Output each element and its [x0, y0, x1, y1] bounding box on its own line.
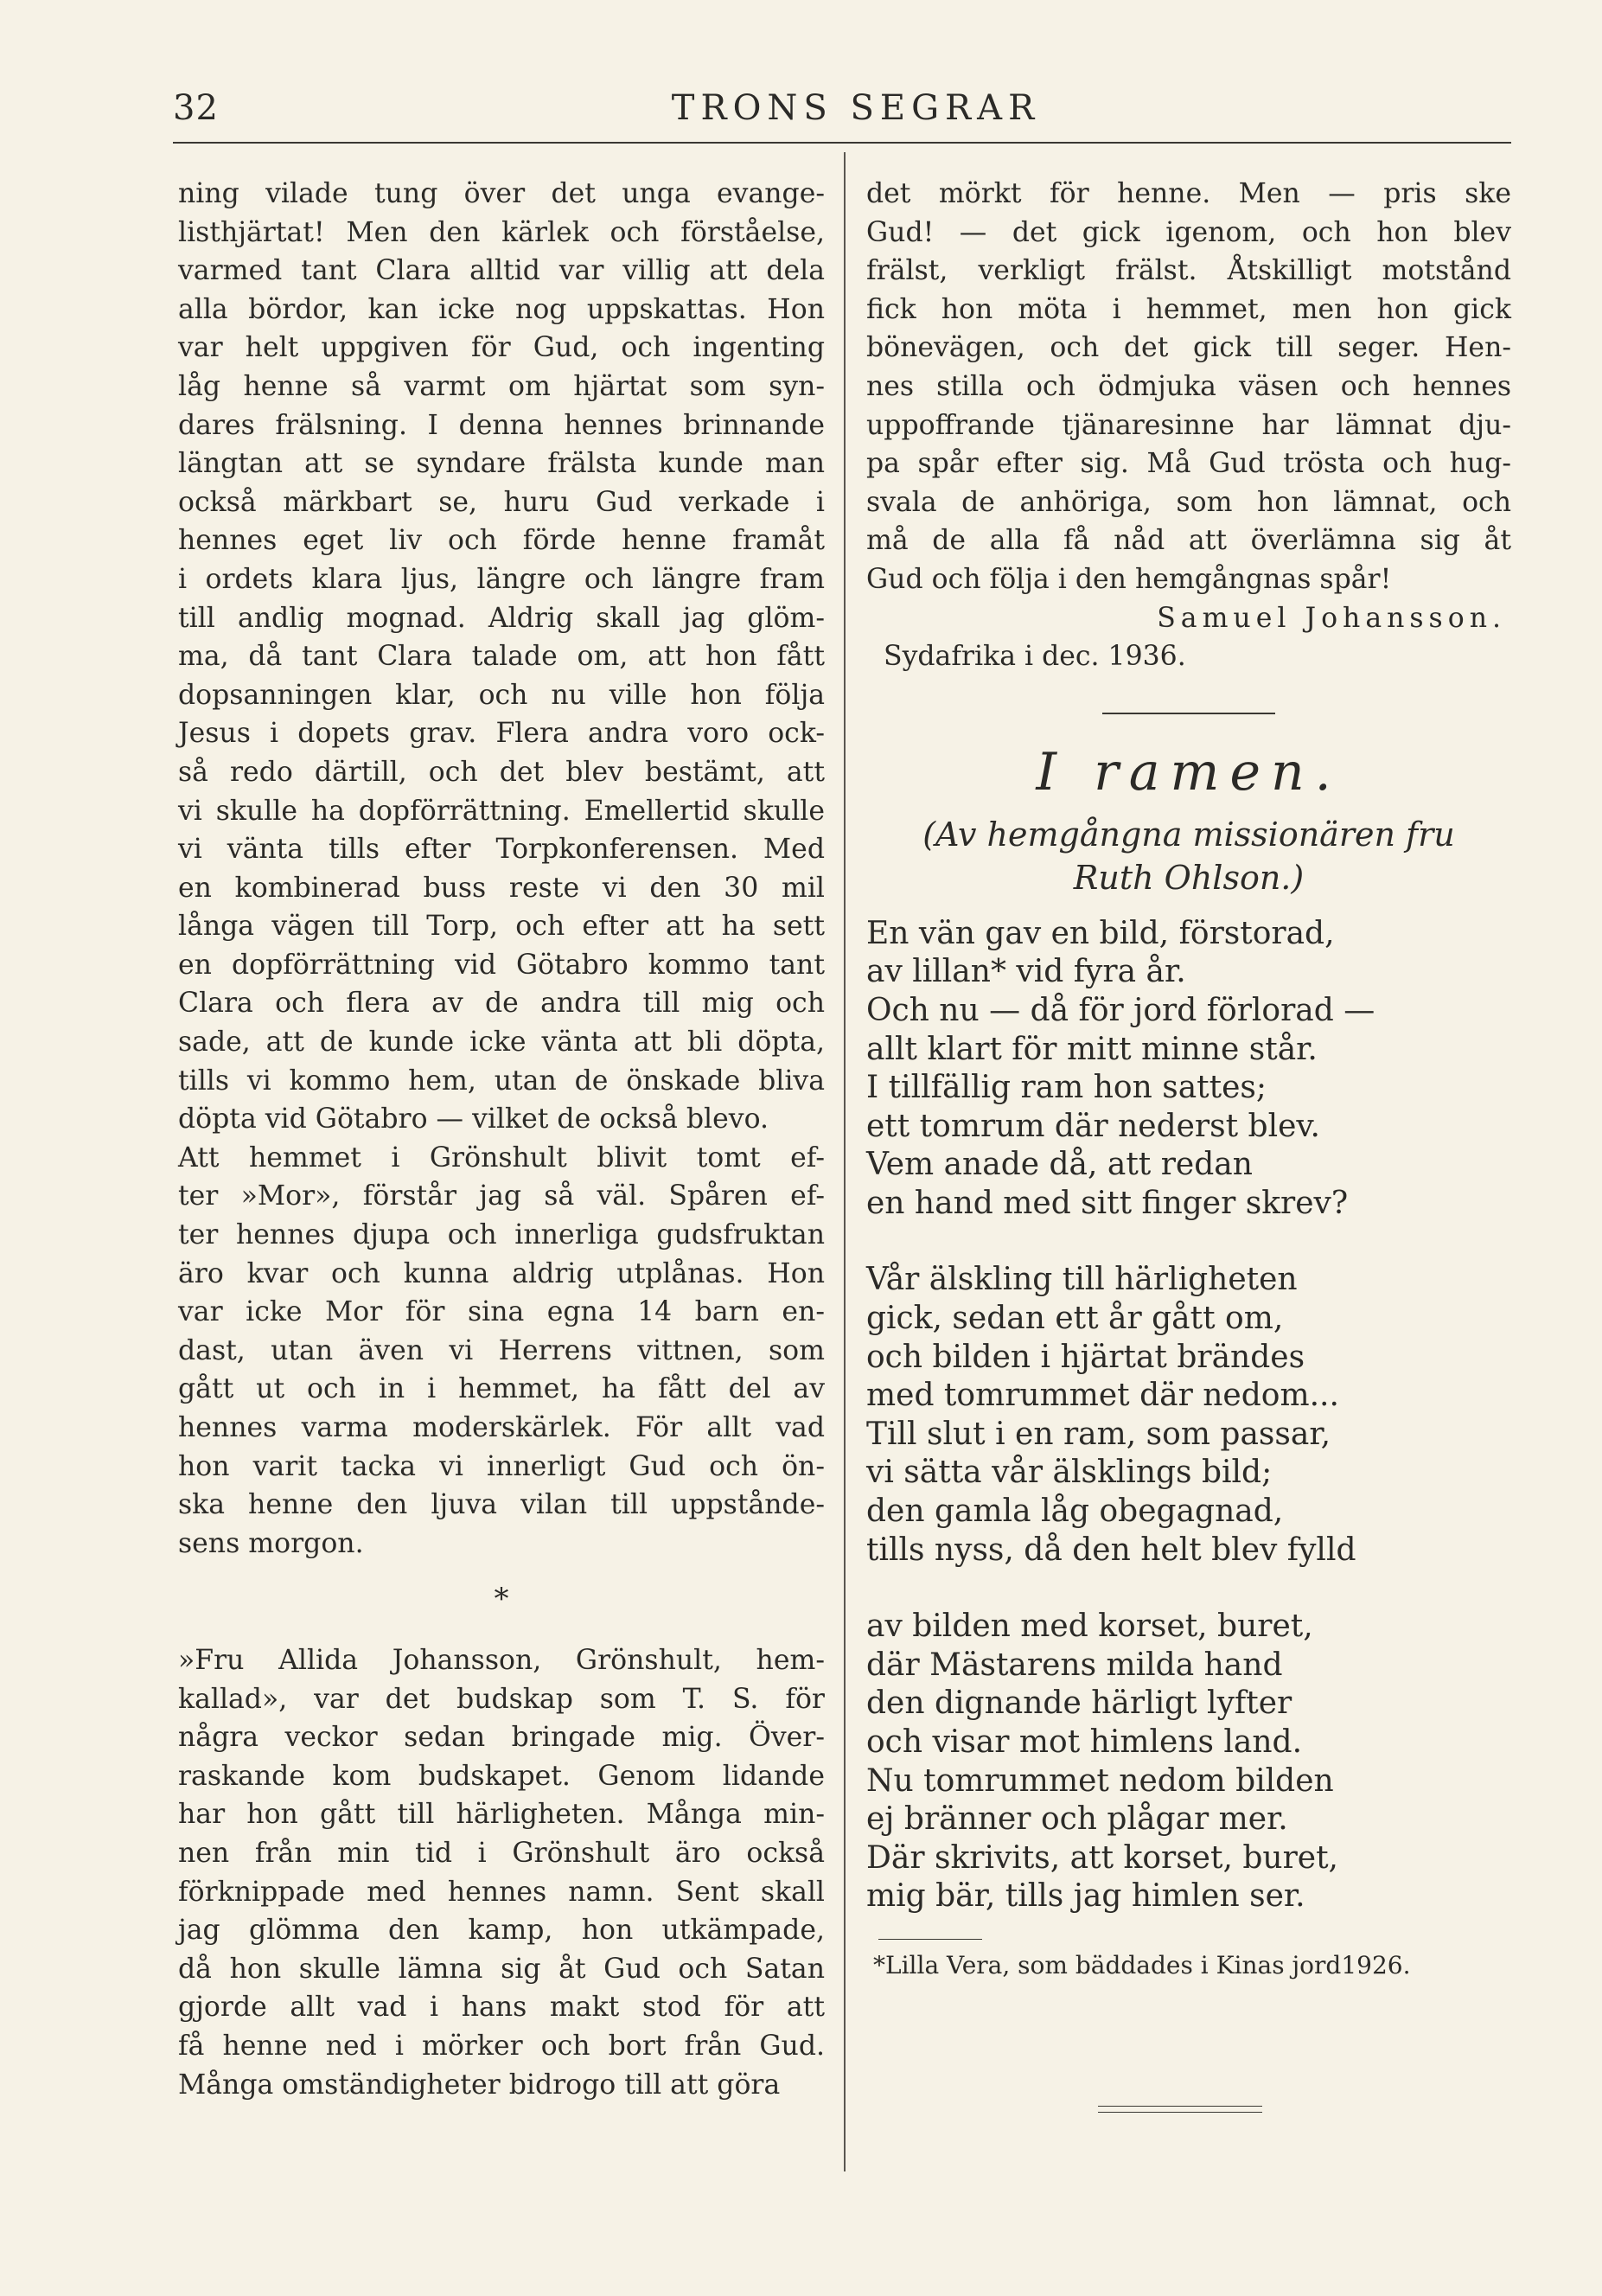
- poem-verse: den gamla låg obegagnad,: [866, 1493, 1284, 1530]
- text-line: i ordets klara ljus, längre och längre fram: [178, 563, 825, 595]
- text-line: varmed tant Clara alltid var villig att dela: [178, 255, 825, 287]
- text-line: ska henne den ljuva vilan till uppstånde-: [178, 1489, 825, 1521]
- text-line: ter hennes djupa och innerliga gudsfruktan: [178, 1219, 825, 1251]
- text-line: pa spår efter sig. Må Gud trösta och hug-: [866, 448, 1511, 480]
- right-column: [866, 175, 1511, 1985]
- text-line: få henne ned i mörker och bort från Gud.: [178, 2030, 825, 2062]
- dateline: Sydafrika i dec. 1936.: [884, 641, 1186, 673]
- text-line: dopsanningen klar, och nu ville hon följa: [178, 679, 825, 711]
- text-line: till andlig mognad. Aldrig skall jag glöm-: [178, 602, 825, 634]
- text-line: sade, att de kunde icke vänta att bli döpta,: [178, 1026, 825, 1058]
- poem-verse: Vem anade då, att redan: [866, 1147, 1253, 1183]
- poem-verse: Där skrivits, att korset, buret,: [866, 1839, 1338, 1876]
- text-line: låg henne så varmt om hjärtat som syn-: [178, 370, 825, 402]
- text-line: också märkbart se, huru Gud verkade i: [178, 486, 825, 518]
- text-line: fick hon möta i hemmet, men hon gick: [866, 293, 1511, 325]
- text-line: alla bördor, kan icke nog uppskattas. Hon: [178, 293, 825, 325]
- text-line: döpta vid Götabro — vilket de också blevo.: [178, 1103, 769, 1135]
- poem-verse: där Mästarens milda hand: [866, 1647, 1283, 1683]
- text-line: Många omständigheter bidrogo till att göra: [178, 2069, 781, 2101]
- poem-stanza-1: [866, 915, 1511, 1224]
- text-line: gjorde allt vad i hans makt stod för att: [178, 1992, 825, 2024]
- poem-verse: gick, sedan ett år gått om,: [866, 1301, 1284, 1337]
- footnote-line: *Lilla Vera, som bäddades i Kinas jord: [873, 1950, 1342, 1979]
- poem-verse: vi sätta vår älsklings bild;: [866, 1455, 1273, 1491]
- text-line: var icke Mor för sina egna 14 barn en-: [178, 1296, 825, 1328]
- signature: Samuel Johansson.: [1157, 602, 1506, 634]
- text-line: ter »Mor», förstår jag så väl. Spåren ef-: [178, 1180, 825, 1212]
- text-line: kallad», var det budskap som T. S. för: [178, 1683, 825, 1715]
- text-line: Gud och följa i den hemgångnas spår!: [866, 563, 1392, 595]
- text-line: dares frälsning. I denna hennes brinnande: [178, 409, 825, 441]
- running-title: TRONS SEGRAR: [671, 88, 1041, 128]
- poem-verse: Vår älskling till härligheten: [866, 1262, 1298, 1298]
- poem-verse: Till slut i en ram, som passar,: [866, 1416, 1331, 1452]
- bottom-rule: [1098, 2106, 1262, 2107]
- poem-verse: en hand med sitt finger skrev?: [866, 1185, 1349, 1221]
- poem-verse: Och nu — då för jord förlorad —: [866, 992, 1375, 1028]
- poem-verse: allt klart för mitt minne står.: [866, 1031, 1318, 1067]
- text-line: var helt uppgiven för Gud, och ingenting: [178, 332, 825, 364]
- text-line: raskande kom budskapet. Genom lidande: [178, 1760, 825, 1792]
- text-line: frälst, verkligt frälst. Åtskilligt motstånd: [866, 255, 1511, 287]
- text-line: sens morgon.: [178, 1527, 364, 1559]
- poem-verse: I tillfällig ram hon sattes;: [866, 1070, 1267, 1106]
- poem-verse: och bilden i hjärtat brändes: [866, 1339, 1305, 1375]
- text-line: hon varit tacka vi innerligt Gud och ön-: [178, 1450, 825, 1482]
- text-line: bönevägen, och det gick till seger. Hen-: [866, 332, 1511, 364]
- paragraph-1: [178, 175, 825, 1139]
- text-line: ma, då tant Clara talade om, att hon fått: [178, 641, 825, 673]
- text-line: en dopförrättning vid Götabro kommo tant: [178, 949, 825, 981]
- column-rule: [844, 152, 846, 2171]
- poem-verse: ett tomrum där nederst blev.: [866, 1108, 1320, 1144]
- poem-title: I ramen.: [1036, 741, 1342, 803]
- text-line: gått ut och in i hemmet, ha fått del av: [178, 1373, 825, 1405]
- poem-stanza-2: [866, 1261, 1511, 1570]
- text-line: Gud! — det gick igenom, och hon blev: [866, 216, 1511, 248]
- footnote-line: 1926.: [1341, 1950, 1411, 1979]
- text-line: vi skulle ha dopförrättning. Emellertid skulle: [178, 795, 825, 827]
- poem-verse: En vän gav en bild, förstorad,: [866, 915, 1335, 951]
- text-line: jag glömma den kamp, hon utkämpade,: [178, 1915, 825, 1947]
- poem-verse: Nu tomrummet nedom bilden: [866, 1762, 1334, 1799]
- text-line: Jesus i dopets grav. Flera andra voro ock-: [178, 718, 825, 750]
- text-line: svala de anhöriga, som hon lämnat, och: [866, 486, 1511, 518]
- text-line: äro kvar och kunna aldrig utplånas. Hon: [178, 1257, 825, 1289]
- poem-stanza-3: [866, 1608, 1511, 1916]
- text-line: uppoffrande tjänaresinne har lämnat dju-: [866, 409, 1511, 441]
- text-line: några veckor sedan bringade mig. Över-: [178, 1722, 825, 1754]
- paragraph-continued: [866, 175, 1511, 599]
- text-line: då hon skulle lämna sig åt Gud och Satan: [178, 1953, 825, 1985]
- text-line: listhjärtat! Men den kärlek och förståelse,: [178, 216, 825, 248]
- text-line: det mörkt för henne. Men — pris ske: [866, 178, 1511, 209]
- text-line: tills vi kommo hem, utan de önskade bliva: [178, 1065, 825, 1097]
- text-line: har hon gått till härligheten. Många min-: [178, 1799, 825, 1831]
- poem-verse: av bilden med korset, buret,: [866, 1608, 1313, 1645]
- poem-verse: av lillan* vid fyra år.: [866, 954, 1186, 990]
- text-line: längtan att se syndare frälsta kunde man: [178, 448, 825, 480]
- section-separator: *: [494, 1582, 509, 1617]
- poem-verse: mig bär, tills jag himlen ser.: [866, 1878, 1305, 1915]
- text-line: vi vänta tills efter Torpkonferensen. Med: [178, 834, 825, 866]
- poem-byline-line-2: Ruth Ohlson.): [1073, 858, 1305, 897]
- text-line: Clara och flera av de andra till mig och: [178, 988, 825, 1020]
- poem-verse: den dignande härligt lyfter: [866, 1685, 1292, 1722]
- left-column: [178, 175, 825, 2104]
- page-number: 32: [173, 88, 219, 128]
- footnote-rule: [878, 1939, 982, 1940]
- bottom-rule: [1098, 2112, 1262, 2113]
- paragraph-3: [178, 1641, 825, 2104]
- text-line: förknippade med hennes namn. Sent skall: [178, 1876, 825, 1908]
- text-line: en kombinerad buss reste vi den 30 mil: [178, 872, 825, 904]
- text-line: »Fru Allida Johansson, Grönshult, hem-: [178, 1644, 825, 1676]
- poem-byline: [866, 813, 1511, 899]
- poem-verse: tills nyss, då den helt blev fylld: [866, 1532, 1356, 1568]
- text-line: hennes eget liv och förde henne framåt: [178, 525, 825, 557]
- footnote: [866, 1947, 1511, 1985]
- poem-verse: ej bränner och plågar mer.: [866, 1801, 1288, 1838]
- text-line: nen från min tid i Grönshult äro också: [178, 1837, 825, 1869]
- poem-byline-line-1: (Av hemgångna missionären fru: [922, 815, 1455, 854]
- text-line: så redo därtill, och det blev bestämt, att: [178, 756, 825, 788]
- text-line: hennes varma moderskärlek. För allt vad: [178, 1412, 825, 1443]
- text-line: dast, utan även vi Herrens vittnen, som: [178, 1334, 825, 1366]
- poem-verse: och visar mot himlens land.: [866, 1724, 1303, 1760]
- text-line: nes stilla och ödmjuka väsen och hennes: [866, 370, 1511, 402]
- text-line: Att hemmet i Grönshult blivit tomt ef-: [178, 1142, 825, 1174]
- text-line: långa vägen till Torp, och efter att ha sett: [178, 911, 825, 943]
- text-line: må de alla få nåd att överlämna sig åt: [866, 525, 1511, 557]
- header-rule: [173, 142, 1511, 144]
- paragraph-2: [178, 1139, 825, 1564]
- section-rule: [1102, 713, 1275, 714]
- poem-verse: med tomrummet där nedom...: [866, 1378, 1339, 1414]
- text-line: ning vilade tung över det unga evange-: [178, 178, 825, 209]
